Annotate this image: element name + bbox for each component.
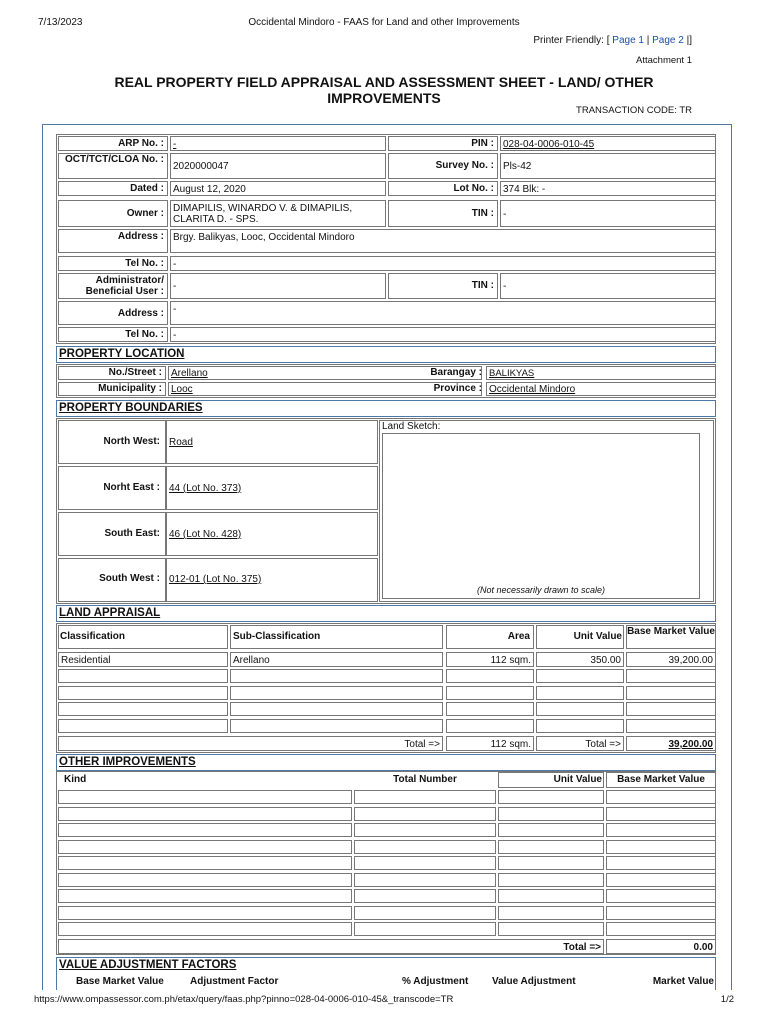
- la-empty-cell: [446, 702, 534, 716]
- admin-tel-label: Tel No. :: [125, 329, 164, 340]
- street-value: Arellano: [168, 366, 482, 380]
- owner-value: DIMAPILIS, WINARDO V. & DIMAPILIS, CLARITA D. - SPS.: [170, 200, 386, 227]
- la-empty-cell: [626, 686, 716, 700]
- pin-label: PIN :: [471, 138, 494, 149]
- admin-tin-label: TIN :: [471, 280, 494, 291]
- browser-print-footer: [34, 994, 734, 1005]
- admin-tel-value: -: [170, 327, 716, 342]
- oi-empty-cell: [354, 889, 496, 903]
- transaction-code: TRANSACTION CODE: TR: [576, 105, 692, 116]
- la-total-label: Total =>: [58, 736, 443, 751]
- oi-empty-cell: [606, 873, 716, 887]
- oi-empty-cell: [606, 840, 716, 854]
- admin-address-label: Address :: [117, 308, 164, 319]
- oi-empty-cell: [58, 889, 352, 903]
- province-label: Province :: [433, 383, 482, 394]
- sketch-note: (Not necessarily drawn to scale): [476, 585, 606, 595]
- oi-header-number: Total Number: [393, 774, 457, 785]
- oi-empty-cell: [58, 922, 352, 936]
- va-header-factor: Adjustment Factor: [190, 976, 279, 987]
- la-empty-cell: [446, 686, 534, 700]
- oi-empty-cell: [354, 922, 496, 936]
- la-empty-cell: [58, 702, 228, 716]
- municipality-label: Municipality :: [98, 383, 162, 394]
- municipality-value: Looc: [168, 382, 482, 396]
- oi-empty-cell: [354, 873, 496, 887]
- arp-value: -: [170, 136, 386, 151]
- la-empty-cell: [230, 719, 443, 733]
- page-2-link[interactable]: Page 2: [652, 35, 684, 46]
- oi-empty-cell: [354, 823, 496, 837]
- oi-empty-cell: [498, 790, 604, 804]
- la-empty-cell: [536, 719, 624, 733]
- tin-value: -: [500, 200, 716, 227]
- oi-header-bmv: Base Market Value: [617, 774, 705, 785]
- land-sketch-label: Land Sketch:: [382, 421, 441, 432]
- dated-value: August 12, 2020: [170, 181, 386, 196]
- oi-empty-cell: [498, 889, 604, 903]
- property-boundaries-heading-text: PROPERTY BOUNDARIES: [59, 402, 203, 414]
- tel-label: Tel No. :: [125, 258, 164, 269]
- la-row-area: 112 sqm.: [446, 652, 534, 667]
- la-total-bmv: 39,200.00: [626, 736, 716, 751]
- admin-label: Administrator/ Beneficial User :: [85, 275, 164, 297]
- lot-value: 374 Blk: -: [500, 181, 716, 196]
- oi-empty-cell: [606, 889, 716, 903]
- la-row-unit: 350.00: [536, 652, 624, 667]
- page-url: https://www.ompassessor.com.ph/etax/query/faas.php?pinno=028-04-0006-010-45&_transcode=TR: [34, 994, 454, 1005]
- tel-value: -: [170, 256, 716, 271]
- oi-empty-cell: [606, 790, 716, 804]
- lot-label: Lot No. :: [453, 183, 494, 194]
- oi-total-label: Total =>: [58, 939, 604, 954]
- boundary-value: 46 (Lot No. 428): [166, 512, 378, 556]
- oi-header-unit: Unit Value: [553, 774, 602, 785]
- oi-empty-cell: [498, 906, 604, 920]
- la-empty-cell: [626, 702, 716, 716]
- la-empty-cell: [446, 669, 534, 683]
- print-date: 7/13/2023: [38, 17, 83, 28]
- survey-value: Pls-42: [500, 153, 716, 179]
- la-header-sub: Sub-Classification: [233, 631, 321, 642]
- document-title: REAL PROPERTY FIELD APPRAISAL AND ASSESSMENT SHEET - LAND/ OTHER IMPROVEMENTS: [114, 74, 654, 106]
- printer-friendly-links: [533, 35, 692, 46]
- la-row-sub: Arellano: [230, 652, 443, 667]
- oi-empty-cell: [354, 906, 496, 920]
- va-header-mv: Market Value: [652, 976, 714, 987]
- admin-value: -: [170, 273, 386, 299]
- la-empty-cell: [536, 686, 624, 700]
- boundary-value: 012-01 (Lot No. 375): [166, 558, 378, 602]
- la-empty-cell: [230, 686, 443, 700]
- la-header-unit: Unit Value: [573, 631, 622, 642]
- land-appraisal-heading: [56, 605, 716, 622]
- printer-friendly-suffix: |]: [683, 35, 692, 46]
- la-empty-cell: [58, 686, 228, 700]
- survey-label: Survey No. :: [435, 160, 494, 171]
- value-adjustment-heading: VALUE ADJUSTMENT FACTORS: [59, 959, 237, 971]
- print-page-title: Occidental Mindoro - FAAS for Land and other Improvements: [248, 17, 520, 28]
- oi-empty-cell: [606, 856, 716, 870]
- boundary-label: South East:: [104, 528, 160, 539]
- pin-value: 028-04-0006-010-45: [500, 136, 716, 151]
- oi-empty-cell: [58, 840, 352, 854]
- admin-tin-value: -: [500, 273, 716, 299]
- va-header-adj: Value Adjustment: [492, 976, 576, 987]
- barangay-label: Barangay :: [430, 367, 482, 378]
- la-empty-cell: [626, 719, 716, 733]
- land-appraisal-heading-text: LAND APPRAISAL: [59, 607, 161, 619]
- oi-empty-cell: [498, 840, 604, 854]
- printer-friendly-label: Printer Friendly: [: [533, 35, 613, 46]
- oi-empty-cell: [354, 856, 496, 870]
- tin-label: TIN :: [471, 208, 494, 219]
- oi-empty-cell: [498, 807, 604, 821]
- oi-empty-cell: [606, 823, 716, 837]
- oi-empty-cell: [354, 807, 496, 821]
- la-row-classification: Residential: [58, 652, 228, 667]
- oi-empty-cell: [58, 790, 352, 804]
- other-improvements-heading-text: OTHER IMPROVEMENTS: [59, 756, 196, 768]
- attachment-label: Attachment 1: [636, 55, 692, 66]
- boundary-label: North West:: [103, 436, 160, 447]
- link-separator: |: [643, 35, 653, 46]
- property-boundaries-heading: [56, 400, 716, 417]
- page-count: 1/2: [720, 994, 734, 1005]
- la-empty-cell: [446, 719, 534, 733]
- owner-label: Owner :: [126, 208, 164, 219]
- la-empty-cell: [536, 669, 624, 683]
- property-location-heading-text: PROPERTY LOCATION: [59, 348, 185, 360]
- la-empty-cell: [626, 669, 716, 683]
- browser-print-header: [38, 17, 730, 31]
- province-value: Occidental Mindoro: [486, 382, 716, 396]
- oi-empty-cell: [58, 856, 352, 870]
- arp-label: ARP No. :: [118, 138, 164, 149]
- street-label: No./Street :: [108, 367, 162, 378]
- oi-header-kind: Kind: [64, 774, 87, 785]
- boundary-value: Road: [166, 420, 378, 464]
- la-total-label-2: Total =>: [536, 736, 624, 751]
- other-improvements-heading: [56, 754, 716, 771]
- admin-address-value: -: [170, 301, 716, 325]
- oi-empty-cell: [498, 922, 604, 936]
- boundary-value: 44 (Lot No. 373): [166, 466, 378, 510]
- boundary-label: South West :: [99, 573, 160, 584]
- la-empty-cell: [58, 719, 228, 733]
- oi-empty-cell: [58, 873, 352, 887]
- la-empty-cell: [58, 669, 228, 683]
- boundary-label: Norht East :: [103, 482, 160, 493]
- va-header-bmv: Base Market Value: [76, 976, 164, 987]
- oi-empty-cell: [354, 840, 496, 854]
- oi-empty-cell: [606, 906, 716, 920]
- address-label: Address :: [117, 231, 164, 242]
- oi-empty-cell: [606, 922, 716, 936]
- page-1-link[interactable]: Page 1: [612, 35, 644, 46]
- oi-total: 0.00: [606, 939, 716, 954]
- oi-empty-cell: [606, 807, 716, 821]
- property-location-heading: [56, 346, 716, 363]
- la-empty-cell: [536, 702, 624, 716]
- dated-label: Dated :: [130, 183, 164, 194]
- va-header-pct: % Adjustment: [402, 976, 469, 987]
- oi-empty-cell: [354, 790, 496, 804]
- oi-empty-cell: [58, 823, 352, 837]
- oct-value: 2020000047: [170, 153, 386, 179]
- address-value: Brgy. Balikyas, Looc, Occidental Mindoro: [170, 229, 716, 253]
- la-row-bmv: 39,200.00: [626, 652, 716, 667]
- land-sketch-canvas: [382, 433, 700, 599]
- oct-label: OCT/TCT/CLOA No. :: [64, 154, 164, 165]
- oi-empty-cell: [58, 906, 352, 920]
- oi-empty-cell: [498, 856, 604, 870]
- la-header-area: Area: [507, 631, 530, 642]
- la-header-classification: Classification: [60, 631, 126, 642]
- la-empty-cell: [230, 702, 443, 716]
- oi-empty-cell: [498, 823, 604, 837]
- la-total-area: 112 sqm.: [446, 736, 534, 751]
- oi-empty-cell: [58, 807, 352, 821]
- la-header-bmv: Base Market Value: [627, 626, 715, 637]
- oi-empty-cell: [498, 873, 604, 887]
- barangay-value: BALIKYAS: [486, 366, 716, 380]
- la-empty-cell: [230, 669, 443, 683]
